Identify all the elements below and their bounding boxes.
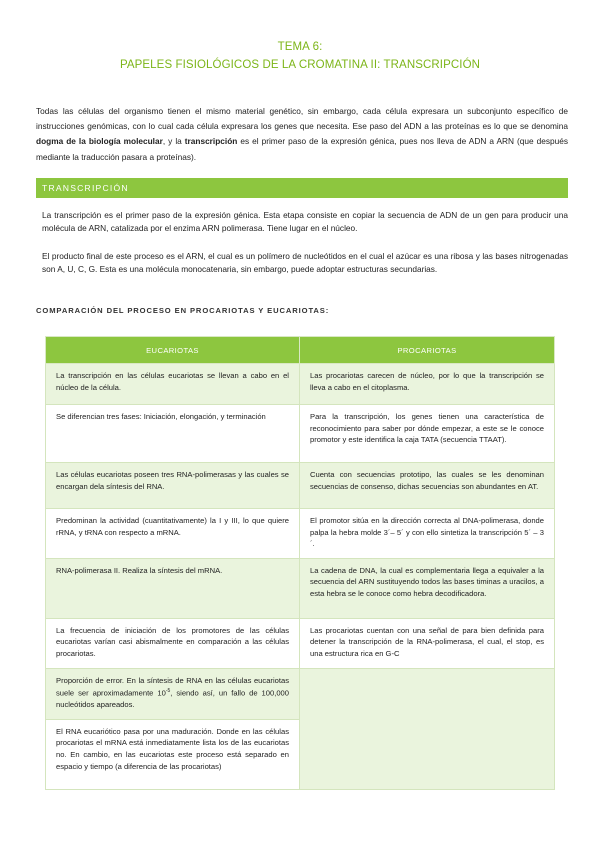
topic-title: PAPELES FISIOLÓGICOS DE LA CROMATINA II: TRANSCRIPCIÓN [119,59,481,71]
table-cell-eucariotas: RNA-polimerasa II. Realiza la síntesis del mRNA. [46,558,300,618]
bold-term-dogma: dogma de la biología molecular [36,136,163,147]
table-cell-eucariotas: El RNA eucariótico pasa por una maduración. Donde en las células procariotas el mRNA está inmediatamente lista los de las eucariotas no. En cambio, en las eucariotas este proceso está separado en espacio y tiempo (a diferencia de las procariotas) [46,719,300,789]
comparison-table [45,336,555,790]
table-cell-procariotas: Cuenta con secuencias prototipo, las cuales se les denominan secuencias de consenso, dichas secuencias son abundantes en AT. [300,463,555,509]
table-row [46,405,555,463]
table-cell-procariotas: Las procariotas cuentan con una señal de para bien definida para detener la transcripción de la RNA-polimerasa, el cual, el stop, es una estructura rica en G-C [300,618,555,668]
table-cell-procariotas: La cadena de DNA, la cual es complementaria llega a equivaler a la secuencia del ARN sustituyendo todos las bases timinas a uracilos, a esta hebra se le conoce como hebra decodificadora. [300,558,555,618]
paragraph-arn-product: El producto final de este proceso es el ARN, el cual es un polímero de nucleótidos en el cual el azúcar es una ribosa y las bases nitrogenadas son A, U, C, G. Esta es una molécula monocatenaria, sin embargo, puede adoptar estructuras secundarias. [42,251,568,274]
comparison-subheading: COMPARACIÓN DEL PROCESO EN PROCARIOTAS Y EUCARIOTAS: [36,306,330,315]
table-cell-eucariotas: Predominan la actividad (cuantitativamente) la I y III, lo que quiere rRNA, y tRNA con respecto a mRNA. [46,509,300,559]
topic-number: TEMA 6: [277,41,323,53]
table-cell-eucariotas: Proporción de error. En la síntesis de RNA en las células eucariotas suele ser aproximadamente $10^{-5}$, siendo así, un fallo de 100,000 nucleótidos apareados. [46,668,300,719]
table-row [46,509,555,559]
table-row [46,558,555,618]
table-cell-eucariotas: La transcripción en las células eucariotas se llevan a cabo en el núcleo de la célula. [46,364,300,405]
table-cell-procariotas: Para la transcripción, los genes tienen una característica de reconocimiento para saber por dónde empezar, a este se le conoce promotor y este identifica la caja TATA (secuencia TTAAT). [300,405,555,463]
section-header-transcripcion: TRANSCRIPCIÓN [36,178,568,198]
table-cell-eucariotas: La frecuencia de iniciación de los promotores de las células eucariotas varían casi abismalmente en comparación a las células procariotas. [46,618,300,668]
table-cell-procariotas: Las procariotas carecen de núcleo, por lo que la transcripción se lleva a cabo en el citoplasma. [300,364,555,405]
table-cell-procariotas: El promotor sitúa en la dirección correcta al DNA-polimerasa, donde palpa la hebra molde 3´– 5´ y con ello sintetiza la transcripción 5´ – 3´. [300,509,555,559]
table-row [46,364,555,405]
bold-term-transcripcion: transcripción [184,136,238,147]
column-header-eucariotas: EUCARIOTAS [46,337,300,364]
table-row [46,668,555,719]
table-cell-eucariotas: Las células eucariotas poseen tres RNA-polimerasas y las cuales se encargan dela síntesis del RNA. [46,463,300,509]
table-row [46,618,555,668]
intro-paragraph: Todas las células del organismo tienen el mismo material genético, sin embargo, cada célula expresara un subconjunto específico de instrucciones genómicas, con lo cual cada célula expresara los genes que necesita. Ese paso del ADN a las proteínas es lo que se denomina dogma de la biología molecular, y la transcripción es el primer paso de la expresión génica, pues nos lleva de ADN a ARN (que después mediante la traducción pasara a proteínas). [36,106,568,162]
document-title [0,38,600,74]
column-header-procariotas: PROCARIOTAS [300,337,555,364]
table-cell-procariotas-empty [300,668,555,789]
table-row [46,463,555,509]
table-cell-eucariotas: Se diferencian tres fases: Iniciación, elongación, y terminación [46,405,300,463]
paragraph-transcripcion-definition: La transcripción es el primer paso de la expresión génica. Esta etapa consiste en copiar la secuencia de ADN de un gen para producir una molécula de ARN, catalizada por el enzima ARN polimerasa. Tiene lugar en el núcleo. [42,210,568,233]
